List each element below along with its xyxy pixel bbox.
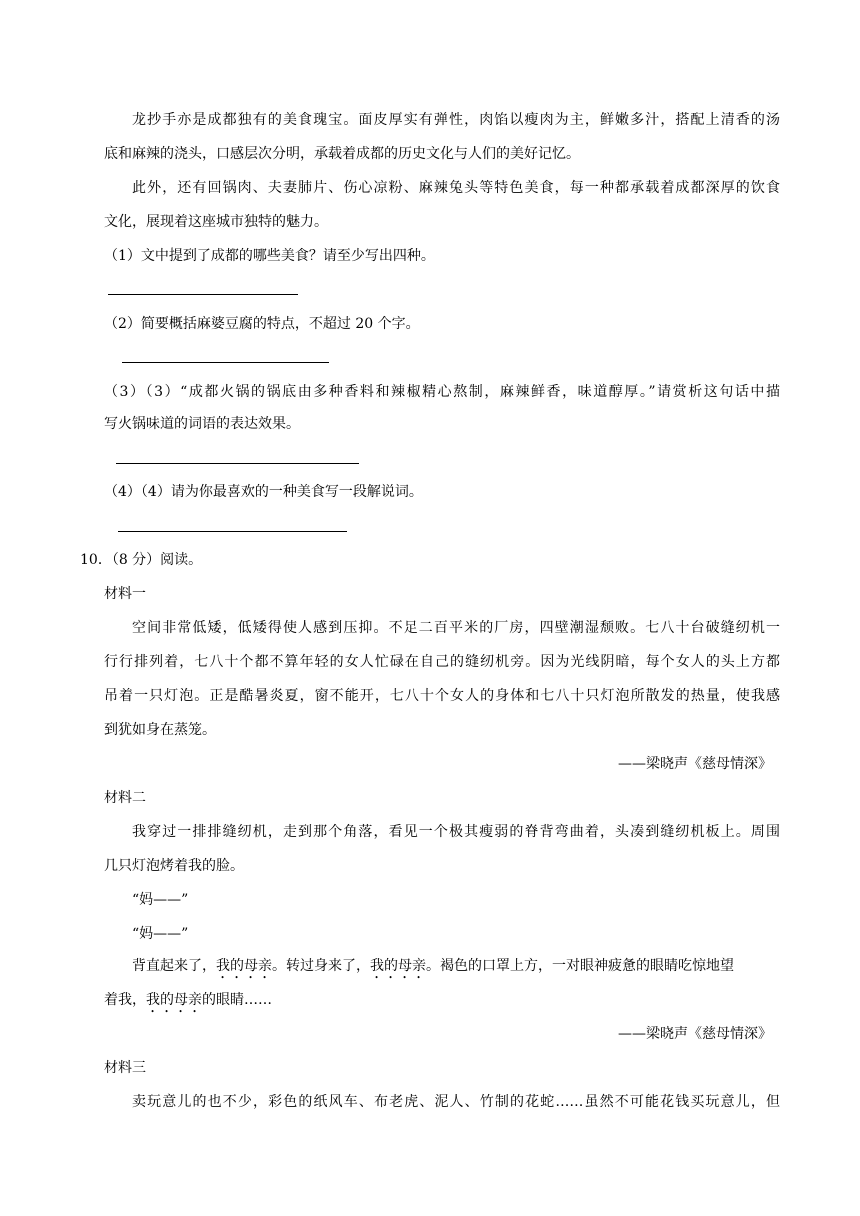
material-1-line-3: 吊着一只灯泡。正是酷暑炎夏，窗不能开，七八十个女人的身体和七八十只灯泡所散发的热量，使我感 xyxy=(104,688,780,704)
question-10-header: 10．（8 分）阅读。 xyxy=(80,552,203,568)
material-2-line-6 xyxy=(104,990,272,1016)
answer-line-4[interactable] xyxy=(118,531,347,532)
material-3-title: 材料三 xyxy=(104,1060,146,1076)
material-3-line-1: 卖玩意儿的也不少，彩色的纸风车、布老虎、泥人、竹制的花蛇……虽然不可能花钱买玩意儿，但 xyxy=(132,1094,780,1110)
passage-paragraph-1-line-2: 底和麻辣的浇头，口感层次分明，承载着成都的历史文化与人们的美好记忆。 xyxy=(104,146,580,162)
answer-line-3[interactable] xyxy=(116,463,359,464)
answer-line-1[interactable] xyxy=(108,294,298,295)
passage-paragraph-2-line-1: 此外，还有回锅肉、夫妻肺片、伤心凉粉、麻辣兔头等特色美食，每一种都承载着成都深厚的饮食 xyxy=(132,180,780,196)
emphasis-my-mother-1: 我的母亲 xyxy=(216,958,272,974)
question-4: （4）（4）请为你最喜欢的一种美食写一段解说词。 xyxy=(104,484,423,500)
material-2-line-5-part-a: 背直起来了， xyxy=(132,958,216,974)
material-2-line-1: 我穿过一排排缝纫机，走到那个角落，看见一个极其瘦弱的脊背弯曲着，头凑到缝纫机板上。周围 xyxy=(132,824,780,840)
material-2-line-5-part-c: 。转过身来了， xyxy=(272,958,370,974)
question-1: （1）文中提到了成都的哪些美食？请至少写出四种。 xyxy=(104,248,435,264)
emphasis-my-mother-2: 我的母亲 xyxy=(370,958,426,974)
material-2-source: ——梁晓声《慈母情深》 xyxy=(618,1026,772,1042)
material-1-title: 材料一 xyxy=(104,586,146,602)
question-3-line-2: 写火锅味道的词语的表达效果。 xyxy=(104,416,300,432)
question-2: （2）简要概括麻婆豆腐的特点，不超过 20 个字。 xyxy=(104,316,420,332)
material-1-line-4: 到犹如身在蒸笼。 xyxy=(104,722,216,738)
emphasis-my-mother-3: 我的母亲 xyxy=(146,992,202,1008)
material-2-line-4: “妈——” xyxy=(132,926,189,942)
answer-line-2[interactable] xyxy=(122,362,329,363)
material-1-source: ——梁晓声《慈母情深》 xyxy=(618,756,772,772)
material-1-line-2: 行行排列着，七八十个都不算年轻的女人忙碌在自己的缝纫机旁。因为光线阴暗，每个女人的头上方都 xyxy=(104,654,780,670)
material-2-line-2: 几只灯泡烤着我的脸。 xyxy=(104,858,244,874)
passage-paragraph-2-line-2: 文化，展现着这座城市独特的魅力。 xyxy=(104,214,328,230)
passage-paragraph-1-line-1: 龙抄手亦是成都独有的美食瑰宝。面皮厚实有弹性，肉馅以瘦肉为主，鲜嫩多汁，搭配上清香的汤 xyxy=(132,112,780,128)
material-2-title: 材料二 xyxy=(104,790,146,806)
material-2-line-5-part-e: 。褐色的口罩上方，一对眼神疲惫的眼睛吃惊地望 xyxy=(426,958,734,974)
material-2-line-6-part-a: 着我， xyxy=(104,992,146,1008)
material-1-line-1: 空间非常低矮，低矮得使人感到压抑。不足二百平米的厂房，四壁潮湿颓败。七八十台破缝纫机一 xyxy=(132,620,780,636)
material-2-line-3: “妈——” xyxy=(132,892,189,908)
material-2-line-6-part-c: 的眼睛…… xyxy=(202,992,272,1008)
question-3-line-1: （3）（3）“成都火锅的锅底由多种香料和辣椒精心熬制，麻辣鲜香，味道醇厚。”请赏析这句话中描 xyxy=(104,384,780,400)
material-2-line-5 xyxy=(132,956,734,982)
